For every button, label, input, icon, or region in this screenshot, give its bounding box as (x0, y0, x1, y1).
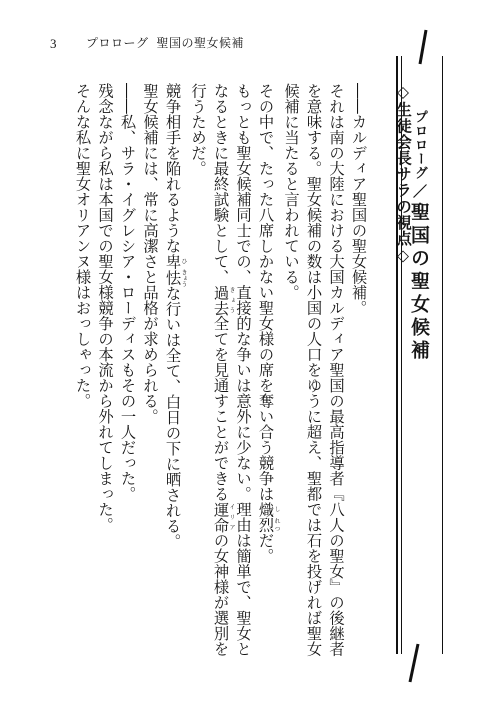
body-text (71, 83, 414, 663)
paragraph: そんな私に聖女オリアンヌ様はおっしゃった。 (73, 83, 92, 409)
chapter-title-separator: ／ (411, 184, 427, 198)
running-head (86, 37, 244, 50)
paragraph: ――私、サラ・イグレシア・ローディスもその一人だった。 (118, 83, 137, 502)
chapter-label: プロローグ (412, 110, 427, 180)
paragraph: ――カルディア聖国の聖女候補。 (349, 83, 368, 316)
chapter-frame-top-flourish (398, 28, 442, 68)
running-head-title: 聖国の聖女候補 (156, 36, 245, 50)
chapter-main-title: 聖国の聖女候補 (408, 202, 430, 363)
paragraph: それは南の大陸における大国カルディア聖国の最高指導者『八人の聖女』の後継者を意味する。聖女候補の数は小国の人口をゆうに超え、聖都では石を投げれば聖女候補に当たると言われている。 (282, 83, 345, 657)
page-number: 3 (50, 36, 57, 51)
paragraph: 聖女候補には、常に高潔さと品格が求められる。 (141, 83, 159, 424)
paragraph: もっとも聖女候補同士での、直接的な争いは意外に少ない。理由は簡単で、聖女となるときに最終試験として、過去きょう全てを見通すことができる運命イリアの女神様が選別を行うためだ。 (189, 83, 252, 657)
running-head-section: プロローグ (86, 36, 149, 50)
paragraph: 競争相手を陥れるような卑ひ怯きょうな行いは全て、白日の下に晒される。 (163, 83, 187, 550)
paragraph: その中で、たった八席しかない聖女様の席を奪い合う競争は熾し烈れつだ。 (256, 83, 280, 564)
section-heading: ◇生徒会長サラの視点◇ (394, 83, 412, 265)
paragraph: 残念ながら私は本国での聖女様競争の本流から外れてしまった。 (96, 83, 114, 533)
